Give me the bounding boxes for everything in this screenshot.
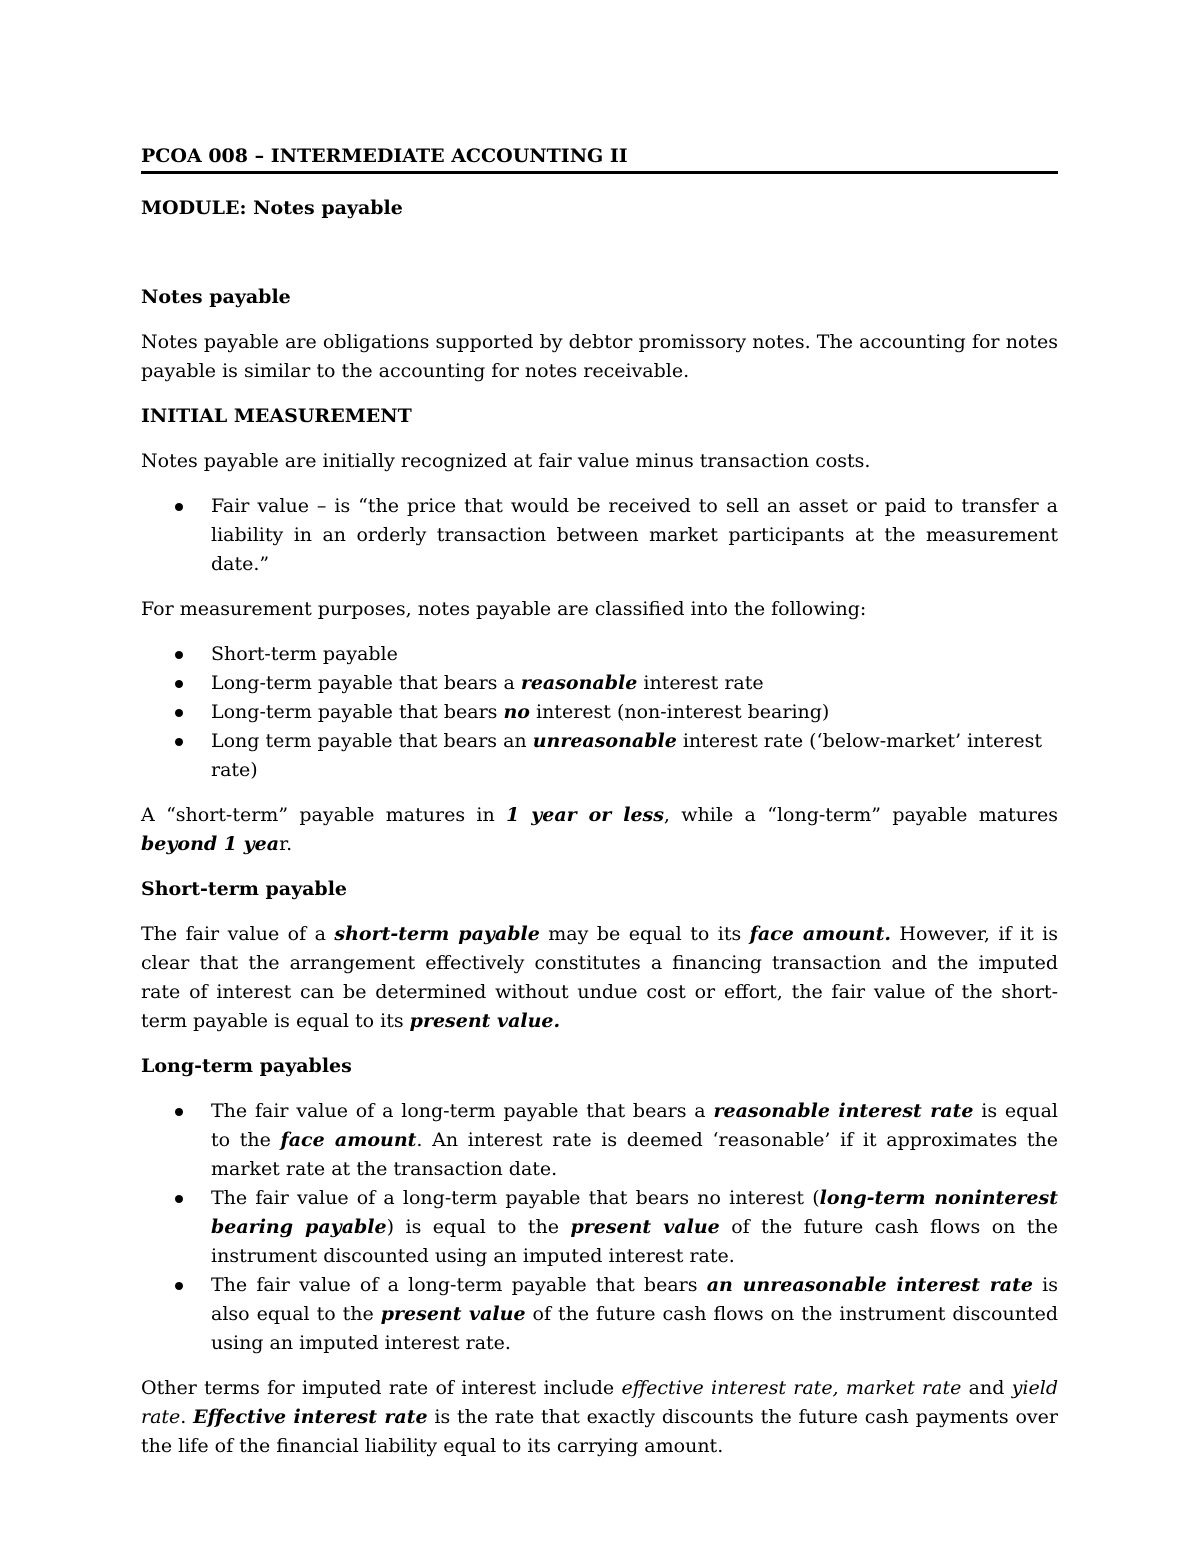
other-terms-paragraph: Other terms for imputed rate of interest include effective interest rate, market rate and yield rate. Effective interest rate is the rate that exactly discounts the future cash payments over the life of the financial liability equal to its carrying amount. (141, 1377, 1058, 1457)
long-term-heading: Long-term payables (141, 1055, 352, 1077)
list-item: Long-term payable that bears a reasonable interest rate (141, 669, 1058, 698)
long-term-list (141, 1097, 1058, 1358)
course-title: PCOA 008 – INTERMEDIATE ACCOUNTING II (141, 142, 1058, 174)
document-body (141, 142, 1058, 1461)
list-item: Fair value – is “the price that would be received to sell an asset or paid to transfer a liability in an orderly transaction between market participants at the measurement date.” (141, 492, 1058, 579)
initial-measurement-intro: Notes payable are initially recognized at fair value minus transaction costs. (141, 450, 871, 472)
list-item: The fair value of a long-term payable that bears no interest (long-term noninterest bearing payable) is equal to the present value of the future cash flows on the instrument discounted using an imputed interest rate. (141, 1184, 1058, 1271)
short-term-paragraph: The fair value of a short-term payable may be equal to its face amount. However, if it is clear that the arrangement effectively constitutes a financing transaction and the imputed rate of interest can be determined without undue cost or effort, the fair value of the short-term payable is equal to its present value. (141, 923, 1058, 1032)
classification-list (141, 640, 1058, 785)
module-title: MODULE: Notes payable (141, 197, 403, 219)
short-term-heading: Short-term payable (141, 878, 348, 900)
fair-value-list (141, 492, 1058, 579)
list-item: The fair value of a long-term payable that bears an unreasonable interest rate is also equal to the present value of the future cash flows on the instrument discounted using an imputed interest rate. (141, 1271, 1058, 1358)
term-definition: A “short-term” payable matures in 1 year or less, while a “long-term” payable matures beyond 1 year. (141, 804, 1059, 855)
bullet-icon (175, 503, 183, 511)
list-item: The fair value of a long-term payable that bears a reasonable interest rate is equal to the face amount. An interest rate is deemed ‘reasonable’ if it approximates the market rate at the transaction date. (141, 1097, 1058, 1184)
initial-measurement-heading: INITIAL MEASUREMENT (141, 405, 412, 427)
list-item: Long term payable that bears an unreasonable interest rate (‘below-market’ interest rate) (141, 727, 1058, 785)
bullet-icon (175, 651, 183, 659)
notes-payable-definition: Notes payable are obligations supported by debtor promissory notes. The accounting for notes payable is similar to the accounting for notes receivable. (141, 331, 1058, 382)
bullet-icon (175, 1195, 183, 1203)
notes-payable-heading: Notes payable (141, 286, 291, 308)
bullet-icon (175, 738, 183, 746)
list-item: Short-term payable (141, 640, 1058, 669)
classification-intro: For measurement purposes, notes payable are classified into the following: (141, 598, 867, 620)
list-item: Long-term payable that bears no interest (non-interest bearing) (141, 698, 1058, 727)
bullet-icon (175, 1108, 183, 1116)
bullet-icon (175, 709, 183, 717)
bullet-icon (175, 1282, 183, 1290)
bullet-icon (175, 680, 183, 688)
